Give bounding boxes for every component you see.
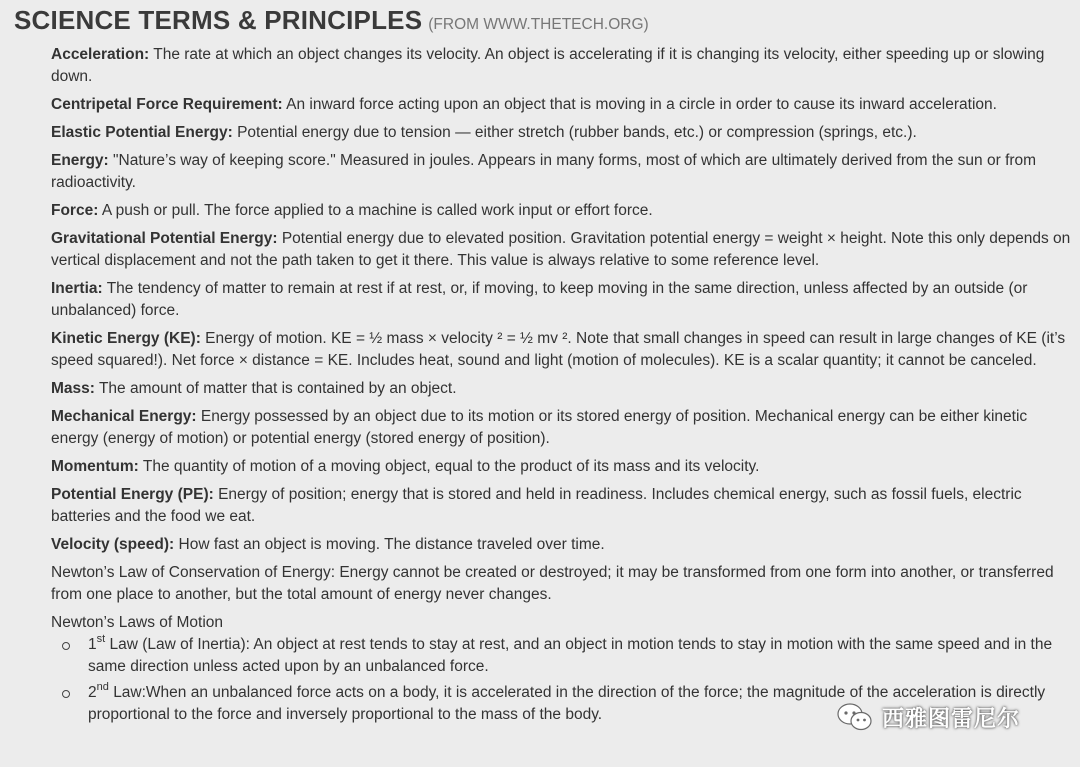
term-entry — [51, 200, 1073, 222]
law-number: 1 — [88, 636, 97, 653]
term-definition: The rate at which an object changes its velocity. An object is accelerating if it is changing its velocity, either speeding up or slowing down. — [51, 46, 1045, 85]
term-name: Velocity (speed): — [51, 536, 175, 553]
term-name: Elastic Potential Energy: — [51, 124, 233, 141]
term-name: Inertia: — [51, 280, 103, 297]
term-entry — [51, 150, 1073, 194]
term-definition: Potential energy due to elevated position. Gravitation potential energy = weight × height. Note this only depends on vertical displacement and not the path taken to get it there. This value is always relative to some reference level. — [51, 230, 1071, 269]
page-header — [14, 5, 649, 36]
circle-bullet-icon — [62, 690, 70, 698]
term-definition: The amount of matter that is contained by an object. — [98, 380, 457, 397]
term-name: Energy: — [51, 152, 109, 169]
law-ordinal: st — [96, 633, 106, 645]
term-entry — [51, 484, 1073, 528]
watermark-text: 西雅图雷尼尔 — [882, 706, 1021, 732]
term-entry — [51, 378, 1073, 400]
term-entry — [51, 122, 1073, 144]
conservation-law: Newton’s Law of Conservation of Energy: Energy cannot be created or destroyed; it may be transformed from one form into another, or transferred from one place to another, but the total amount of energy never changes. — [51, 564, 1054, 603]
page-title: SCIENCE TERMS & PRINCIPLES — [14, 5, 423, 35]
term-name: Force: — [51, 202, 99, 219]
term-entry — [51, 534, 1073, 556]
term-name: Centripetal Force Requirement: — [51, 96, 283, 113]
term-entry — [51, 228, 1073, 272]
terms-list — [51, 44, 1073, 730]
term-entry — [51, 94, 1073, 116]
term-definition: Energy of position; energy that is stored and held in readiness. Includes chemical energy, such as fossil fuels, electric batteries and the food we eat. — [51, 486, 1022, 525]
term-definition: Energy possessed by an object due to its motion or its stored energy of position. Mechanical energy can be either kinetic energy (energy of motion) or potential energy (stored energy of position). — [51, 408, 1028, 447]
term-definition: A push or pull. The force applied to a machine is called work input or effort force. — [101, 202, 653, 219]
watermark — [836, 700, 1020, 734]
term-name: Mechanical Energy: — [51, 408, 197, 425]
term-definition: The tendency of matter to remain at rest if at rest, or, if moving, to keep moving in the same direction, unless affected by an outside (or unbalanced) force. — [51, 280, 1028, 319]
term-definition: "Nature’s way of keeping score." Measured in joules. Appears in many forms, most of which are ultimately derived from the sun or from radioactivity. — [51, 152, 1037, 191]
source-note: (FROM WWW.THETECH.ORG) — [428, 16, 649, 33]
term-entry — [51, 456, 1073, 478]
term-entry — [51, 278, 1073, 322]
term-definition: How fast an object is moving. The distance traveled over time. — [178, 536, 605, 553]
term-entry — [51, 406, 1073, 450]
term-name: Kinetic Energy (KE): — [51, 330, 201, 347]
term-name: Acceleration: — [51, 46, 150, 63]
circle-bullet-icon — [62, 642, 70, 650]
term-definition: An inward force acting upon an object that is moving in a circle in order to cause its inward acceleration. — [286, 96, 997, 113]
term-name: Mass: — [51, 380, 95, 397]
law-number: 2 — [88, 684, 97, 701]
term-name: Potential Energy (PE): — [51, 486, 214, 503]
list-item — [51, 634, 1073, 678]
term-entry — [51, 328, 1073, 372]
term-definition: Potential energy due to tension — either stretch (rubber bands, etc.) or compression (springs, etc.). — [237, 124, 917, 141]
laws-heading: Newton’s Laws of Motion — [51, 614, 224, 631]
law-text: Law (Law of Inertia): An object at rest tends to stay at rest, and an object in motion tends to stay in motion with the same speed and in the same direction unless acted upon by an unbalanced force. — [88, 636, 1053, 675]
term-definition: The quantity of motion of a moving object, equal to the product of its mass and its velocity. — [142, 458, 760, 475]
term-name: Gravitational Potential Energy: — [51, 230, 278, 247]
law-text: Law:When an unbalanced force acts on a body, it is accelerated in the direction of the force; the magnitude of the acceleration is directly proportional to the force and inversely proportional to the mass of the body. — [88, 684, 1046, 723]
law-ordinal: nd — [96, 681, 109, 693]
term-name: Momentum: — [51, 458, 139, 475]
term-entry — [51, 44, 1073, 88]
term-definition: Energy of motion. KE = ½ mass × velocity ² = ½ mv ². Note that small changes in speed can result in large changes of KE (it’s speed squared!). Net force × distance = KE. Includes heat, sound and light (motion of molecules). KE is a scalar quantity; it cannot be canceled. — [51, 330, 1066, 369]
wechat-logo-icon — [836, 702, 874, 732]
